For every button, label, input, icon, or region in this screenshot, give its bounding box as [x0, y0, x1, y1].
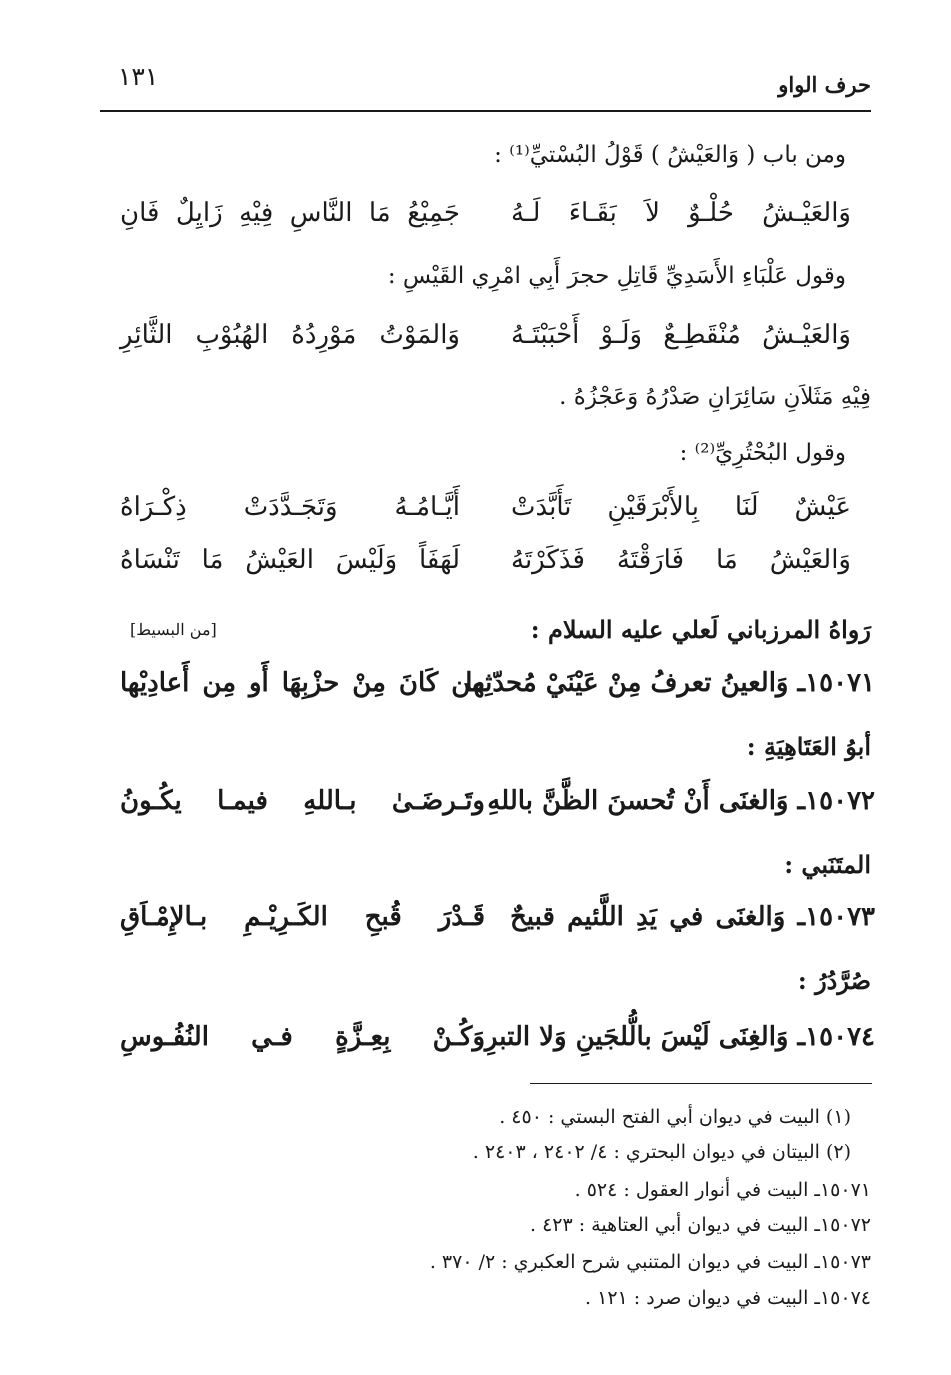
- verse-first-hemistich: [484, 1022, 875, 1052]
- verse-text: وَالغنَى في يَدِ اللَّئيم قبيحٌ: [510, 902, 786, 932]
- verse-first-hemistich: [487, 786, 875, 816]
- attribution-heading: المتَنَبي :: [784, 850, 871, 879]
- verse-first-hemistich: وَالعَيْشُ مَا فَارَقْتَهُ فَذَكَرْتَهُ: [511, 545, 851, 575]
- verse-second-hemistich: وتَـرضَـىٰ بـاللهِ فيمـا يكُـونُ: [120, 786, 485, 816]
- footnote: ١٥٠٧٣ـ البيت في ديوان المتنبي شرح العكبري : ٢/ ٣٧٠ .: [429, 1251, 871, 1273]
- verse-number: ١٥٠٧٢ـ: [797, 786, 875, 816]
- verse-number: ١٥٠٧٤ـ: [797, 1022, 875, 1052]
- verse-text: وَالغنَى أَنْ تُحسنَ الظَّنَّ باللهِ: [487, 786, 789, 816]
- verse-line: [120, 198, 851, 244]
- intro-text: وقول عَلْبَاءِ الأَسَدِيِّ قَاتِلِ حجرَ أَبِي امْرِي القَيْسِ :: [387, 263, 846, 289]
- verse-second-hemistich: من كَانَ مِنْ حزْبِهَا أَو مِن أَعادِيْها: [120, 668, 485, 698]
- verse-text: وَالعينُ تعرفُ مِنْ عَيْنَيْ مُحدّثِها: [465, 668, 789, 698]
- verse-text: وَالغِنَى لَيْسَ بالُّلجَينِ وَلا التبرِ: [484, 1022, 789, 1052]
- attribution-heading: رَواهُ المرزباني لَعلي عليه السلام :: [530, 615, 871, 644]
- numbered-verse-line: [120, 902, 875, 948]
- footnote: ١٥٠٧١ـ البيت في أنوار العقول : ٥٢٤ .: [574, 1179, 871, 1201]
- verse-first-hemistich: عَيْشٌ لَنَا بِالأَبْرَقَيْنِ تَأَبَّدَتْ: [511, 492, 851, 522]
- verse-first-hemistich: وَالعَيْـشُ مُنْقَطِـعٌ وَلَـوْ أَحْبَبْتَـهُ: [511, 320, 851, 350]
- verse-second-hemistich: وَكُـنْ بِعِـزَّةٍ فـي النُفُـوسِ: [120, 1022, 485, 1052]
- verse-number: ١٥٠٧١ـ: [797, 668, 875, 698]
- chapter-title: حرف الواو: [778, 72, 871, 97]
- verse-second-hemistich: لَهَفَاً وَلَيْسَ العَيْشُ مَا تَنْسَاهُ: [120, 545, 460, 575]
- verse-second-hemistich: جَمِيْعُ مَا النَّاسِ فِيْهِ زَايِلٌ فَانِ: [120, 198, 460, 228]
- meter-tag: [من البسيط]: [130, 620, 217, 639]
- running-header: [100, 58, 871, 112]
- verse-first-hemistich: [510, 902, 875, 932]
- intro-text: وقول البُحْتُرِيِّ⁽²⁾ :: [679, 440, 846, 466]
- verse-second-hemistich: أَيَّـامُـهُ وَتَجَـدَّدَتْ ذِكْـرَاهُ: [120, 492, 460, 522]
- commentary-text: فِيْهِ مَثَلاَنِ سَائِرَانِ صَدْرُهُ وَعَجْزُهُ .: [559, 384, 871, 410]
- numbered-verse-line: [120, 1022, 875, 1068]
- footnote: (١) البيت في ديوان أبي الفتح البستي : ٤٥٠ .: [499, 1106, 851, 1128]
- verse-second-hemistich: قَـدْرَ قُبحِ الكَـرِيْـمِ بـالإِمْـاَقِ: [120, 902, 485, 932]
- footnote: ١٥٠٧٤ـ البيت في ديوان صرد : ١٢١ .: [585, 1287, 871, 1309]
- numbered-verse-line: [120, 668, 875, 714]
- attribution-heading: صُرَّدُرُ :: [797, 966, 871, 995]
- verse-number: ١٥٠٧٣ـ: [797, 902, 875, 932]
- footnote: (٢) البيتان في ديوان البحتري : ٤/ ٢٤٠٢ ، ٢٤٠٣ .: [472, 1141, 851, 1163]
- footnote: ١٥٠٧٢ـ البيت في ديوان أبي العتاهية : ٤٢٣ .: [529, 1214, 871, 1236]
- verse-line: [120, 492, 851, 538]
- attribution-heading: أبوُ العَتَاهِيَةِ :: [746, 732, 871, 761]
- verse-line: [120, 320, 851, 366]
- verse-first-hemistich: وَالعَيْـشُ حُلْـوٌ لاَ بَقَـاءَ لَـهُ: [511, 198, 851, 228]
- page-number: ١٣١: [118, 62, 159, 91]
- verse-line: [120, 545, 851, 591]
- footnote-divider: [530, 1083, 872, 1084]
- verse-second-hemistich: وَالمَوْتُ مَوْرِدُهُ الهُبُوْبِ الثَّائِرِ: [120, 320, 460, 350]
- numbered-verse-line: [120, 786, 875, 832]
- verse-first-hemistich: [465, 668, 875, 698]
- intro-text: ومن باب ( وَالعَيْشُ ) قَوْلُ البُسْتيِّ⁽¹⁾ :: [494, 142, 846, 168]
